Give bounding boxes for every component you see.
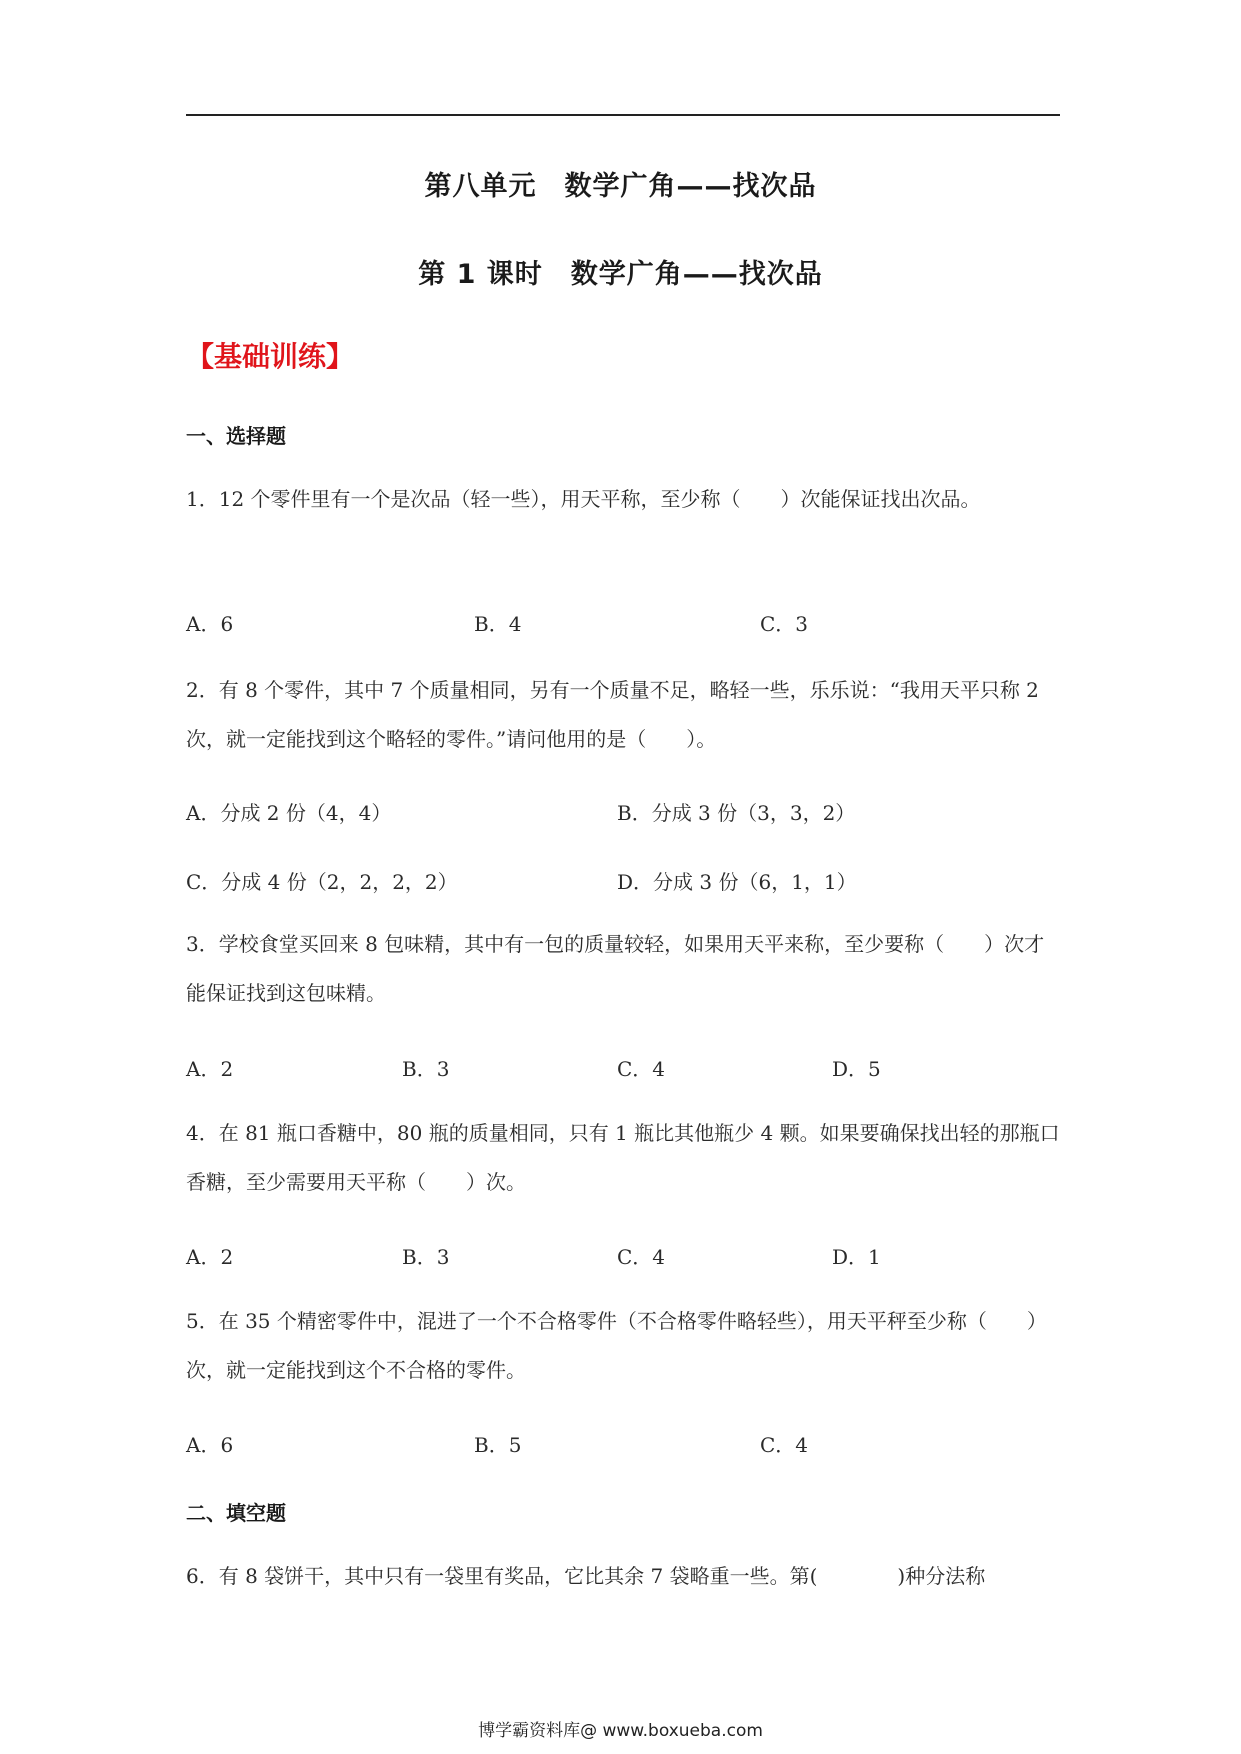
lesson-title: 第 1 课时 数学广角——找次品 — [418, 259, 823, 290]
q2-option-c: C．分成 4 份（2，2，2，2） — [186, 870, 458, 894]
q2-option-d: D．分成 3 份（6，1，1） — [617, 870, 857, 894]
q3-option-c: C．4 — [617, 1057, 666, 1081]
q1-option-b: B．4 — [474, 612, 522, 636]
question-4: 4．在 81 瓶口香糖中，80 瓶的质量相同，只有 1 瓶比其他瓶少 4 颗。如果要确保找出轻的那瓶口香糖，至少需要用天平称（ ）次。 — [186, 1121, 1060, 1194]
section-choice-heading: 一、选择题 — [186, 424, 286, 448]
q4-option-a: A．2 — [186, 1245, 234, 1269]
unit-title: 第八单元 数学广角——找次品 — [424, 171, 817, 202]
q3-option-a: A．2 — [186, 1057, 234, 1081]
q4-option-c: C．4 — [617, 1245, 666, 1269]
question-6: 6．有 8 袋饼干，其中只有一袋里有奖品，它比其余 7 袋略重一些。第( )种分法称 — [186, 1564, 986, 1588]
training-label: 【基础训练】 — [186, 340, 355, 373]
q4-option-d: D．1 — [832, 1245, 881, 1269]
question-2: 2．有 8 个零件，其中 7 个质量相同，另有一个质量不足，略轻一些，乐乐说：“我用天平只称 2 次，就一定能找到这个略轻的零件。”请问他用的是（ ）。 — [186, 678, 1039, 751]
q5-option-a: A．6 — [186, 1433, 234, 1457]
header-rule — [186, 114, 1060, 116]
question-5: 5．在 35 个精密零件中，混进了一个不合格零件（不合格零件略轻些），用天平秤至少称（ ）次，就一定能找到这个不合格的零件。 — [186, 1309, 1047, 1382]
q5-option-c: C．4 — [760, 1433, 809, 1457]
q2-option-a: A．分成 2 份（4，4） — [186, 801, 392, 825]
q5-option-b: B．5 — [474, 1433, 522, 1457]
q2-option-b: B．分成 3 份（3，3，2） — [617, 801, 856, 825]
section-fill-heading: 二、填空题 — [186, 1501, 286, 1525]
question-1: 1．12 个零件里有一个是次品（轻一些），用天平称，至少称（ ）次能保证找出次品。 — [186, 487, 981, 511]
q4-option-b: B．3 — [402, 1245, 450, 1269]
q3-option-b: B．3 — [402, 1057, 450, 1081]
q3-option-d: D．5 — [832, 1057, 881, 1081]
q1-option-c: C．3 — [760, 612, 809, 636]
page-footer: 博学霸资料库@ www.boxueba.com — [478, 1721, 763, 1741]
question-3: 3．学校食堂买回来 8 包味精，其中有一包的质量较轻，如果用天平来称，至少要称（ ）次才能保证找到这包味精。 — [186, 932, 1045, 1005]
q1-option-a: A．6 — [186, 612, 234, 636]
